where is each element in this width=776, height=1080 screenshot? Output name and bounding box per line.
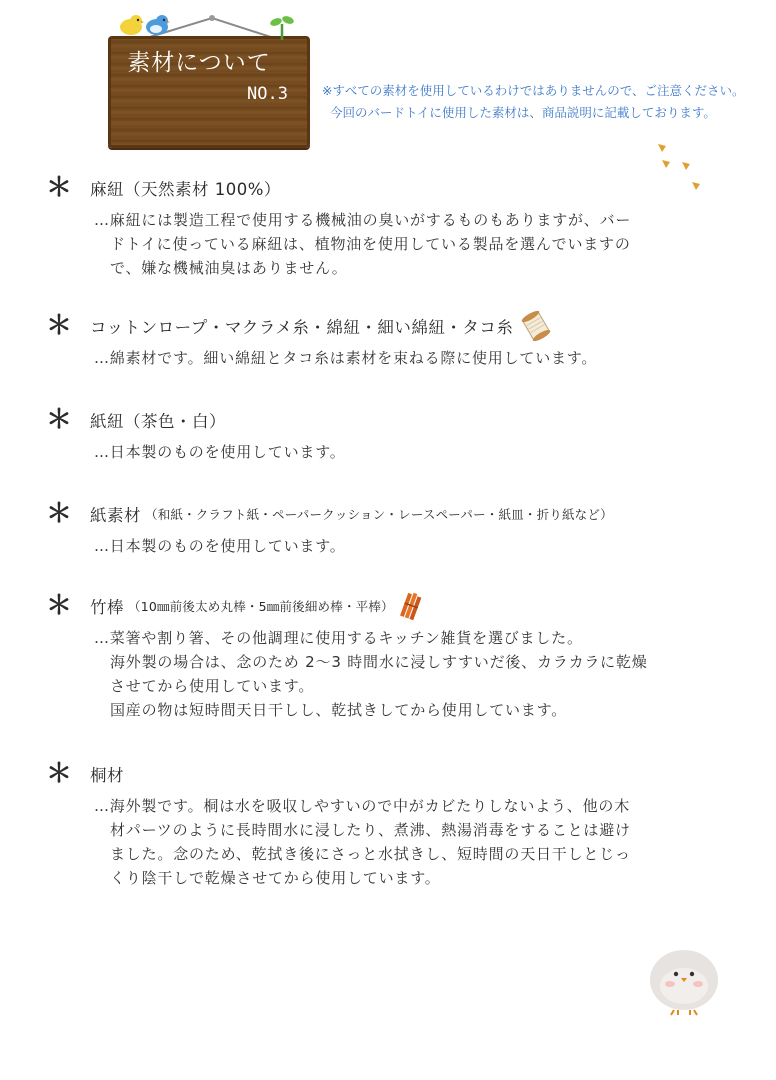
page-number: NO.3 (247, 84, 288, 104)
notice (322, 80, 762, 124)
body-line: …麻紐には製造工程で使用する機械油の臭いがするものもありますが、バー (94, 211, 632, 229)
section-kiri (46, 760, 736, 890)
body-line: …海外製です。桐は水を吸収しやすいので中がカビたりしないよう、他の木 (94, 797, 631, 815)
asterisk-icon: ＊ (46, 591, 73, 621)
section-body (94, 346, 736, 370)
body-line: …日本製のものを使用しています。 (94, 537, 346, 555)
body-line: させてから使用しています。 (110, 677, 315, 695)
section-bamboo (46, 592, 736, 722)
header-sign (100, 8, 310, 140)
section-cotton (46, 312, 736, 370)
section-title: 紙紐（茶色・白） (90, 412, 226, 431)
section-title: コットンロープ・マクラメ糸・綿紐・細い綿紐・タコ糸 (90, 318, 514, 337)
section-kamihimo (46, 406, 736, 464)
body-line: くり陰干しで乾燥させてから使用しています。 (110, 869, 441, 887)
section-title: 麻紐（天然素材 100%） (90, 180, 281, 199)
section-note: （和紙・クラフト紙・ペーパークッション・レースペーパー・紙皿・折り紙など） (145, 507, 613, 522)
chick-icon (644, 940, 724, 1016)
section-body (94, 794, 736, 890)
body-line: …綿素材です。細い綿紐とタコ糸は素材を束ねる際に使用しています。 (94, 349, 598, 367)
body-line: ドトイに使っている麻紐は、植物油を使用している製品を選んでいますの (110, 235, 631, 253)
section-asahimo (46, 174, 736, 280)
notice-line: 今回のバードトイに使用した素材は、商品説明に記載しております。 (330, 105, 716, 120)
thread-spool-icon (519, 309, 553, 343)
asterisk-icon: ＊ (46, 499, 73, 529)
section-body (94, 534, 736, 558)
section-body (94, 626, 736, 722)
asterisk-icon: ＊ (46, 759, 73, 789)
body-line: 材パーツのように長時間水に浸したり、煮沸、熱湯消毒をすることは避け (110, 821, 631, 839)
bird-yellow-icon (118, 12, 144, 36)
body-line: 海外製の場合は、念のため 2〜3 時間水に浸しすすいだ後、カラカラに乾燥 (110, 653, 648, 671)
body-line: …菜箸や割り箸、その他調理に使用するキッチン雑貨を選びました。 (94, 629, 583, 647)
body-line: 国産の物は短時間天日干しし、乾拭きしてから使用しています。 (110, 701, 568, 719)
notice-line: ※すべての素材を使用しているわけではありませんので、ご注意ください。 (322, 83, 745, 98)
body-line: ました。念のため、乾拭き後にさっと水拭きし、短時間の天日干しとじっ (110, 845, 631, 863)
section-body (94, 440, 736, 464)
section-title: 竹棒 (90, 598, 124, 617)
section-paper (46, 500, 736, 558)
bamboo-icon (400, 591, 424, 621)
section-body (94, 208, 736, 280)
section-title: 紙素材 (90, 506, 141, 525)
asterisk-icon: ＊ (46, 311, 73, 341)
asterisk-icon: ＊ (46, 173, 73, 203)
asterisk-icon: ＊ (46, 405, 73, 435)
body-line: …日本製のものを使用しています。 (94, 443, 346, 461)
bird-blue-icon (144, 12, 170, 36)
section-title: 桐材 (90, 766, 124, 785)
section-note: （10㎜前後太め丸棒・5㎜前後細め棒・平棒） (128, 599, 394, 614)
body-line: で、嫌な機械油臭はありません。 (110, 259, 348, 277)
page-title: 素材について (127, 50, 271, 76)
sprout-icon (270, 10, 294, 40)
